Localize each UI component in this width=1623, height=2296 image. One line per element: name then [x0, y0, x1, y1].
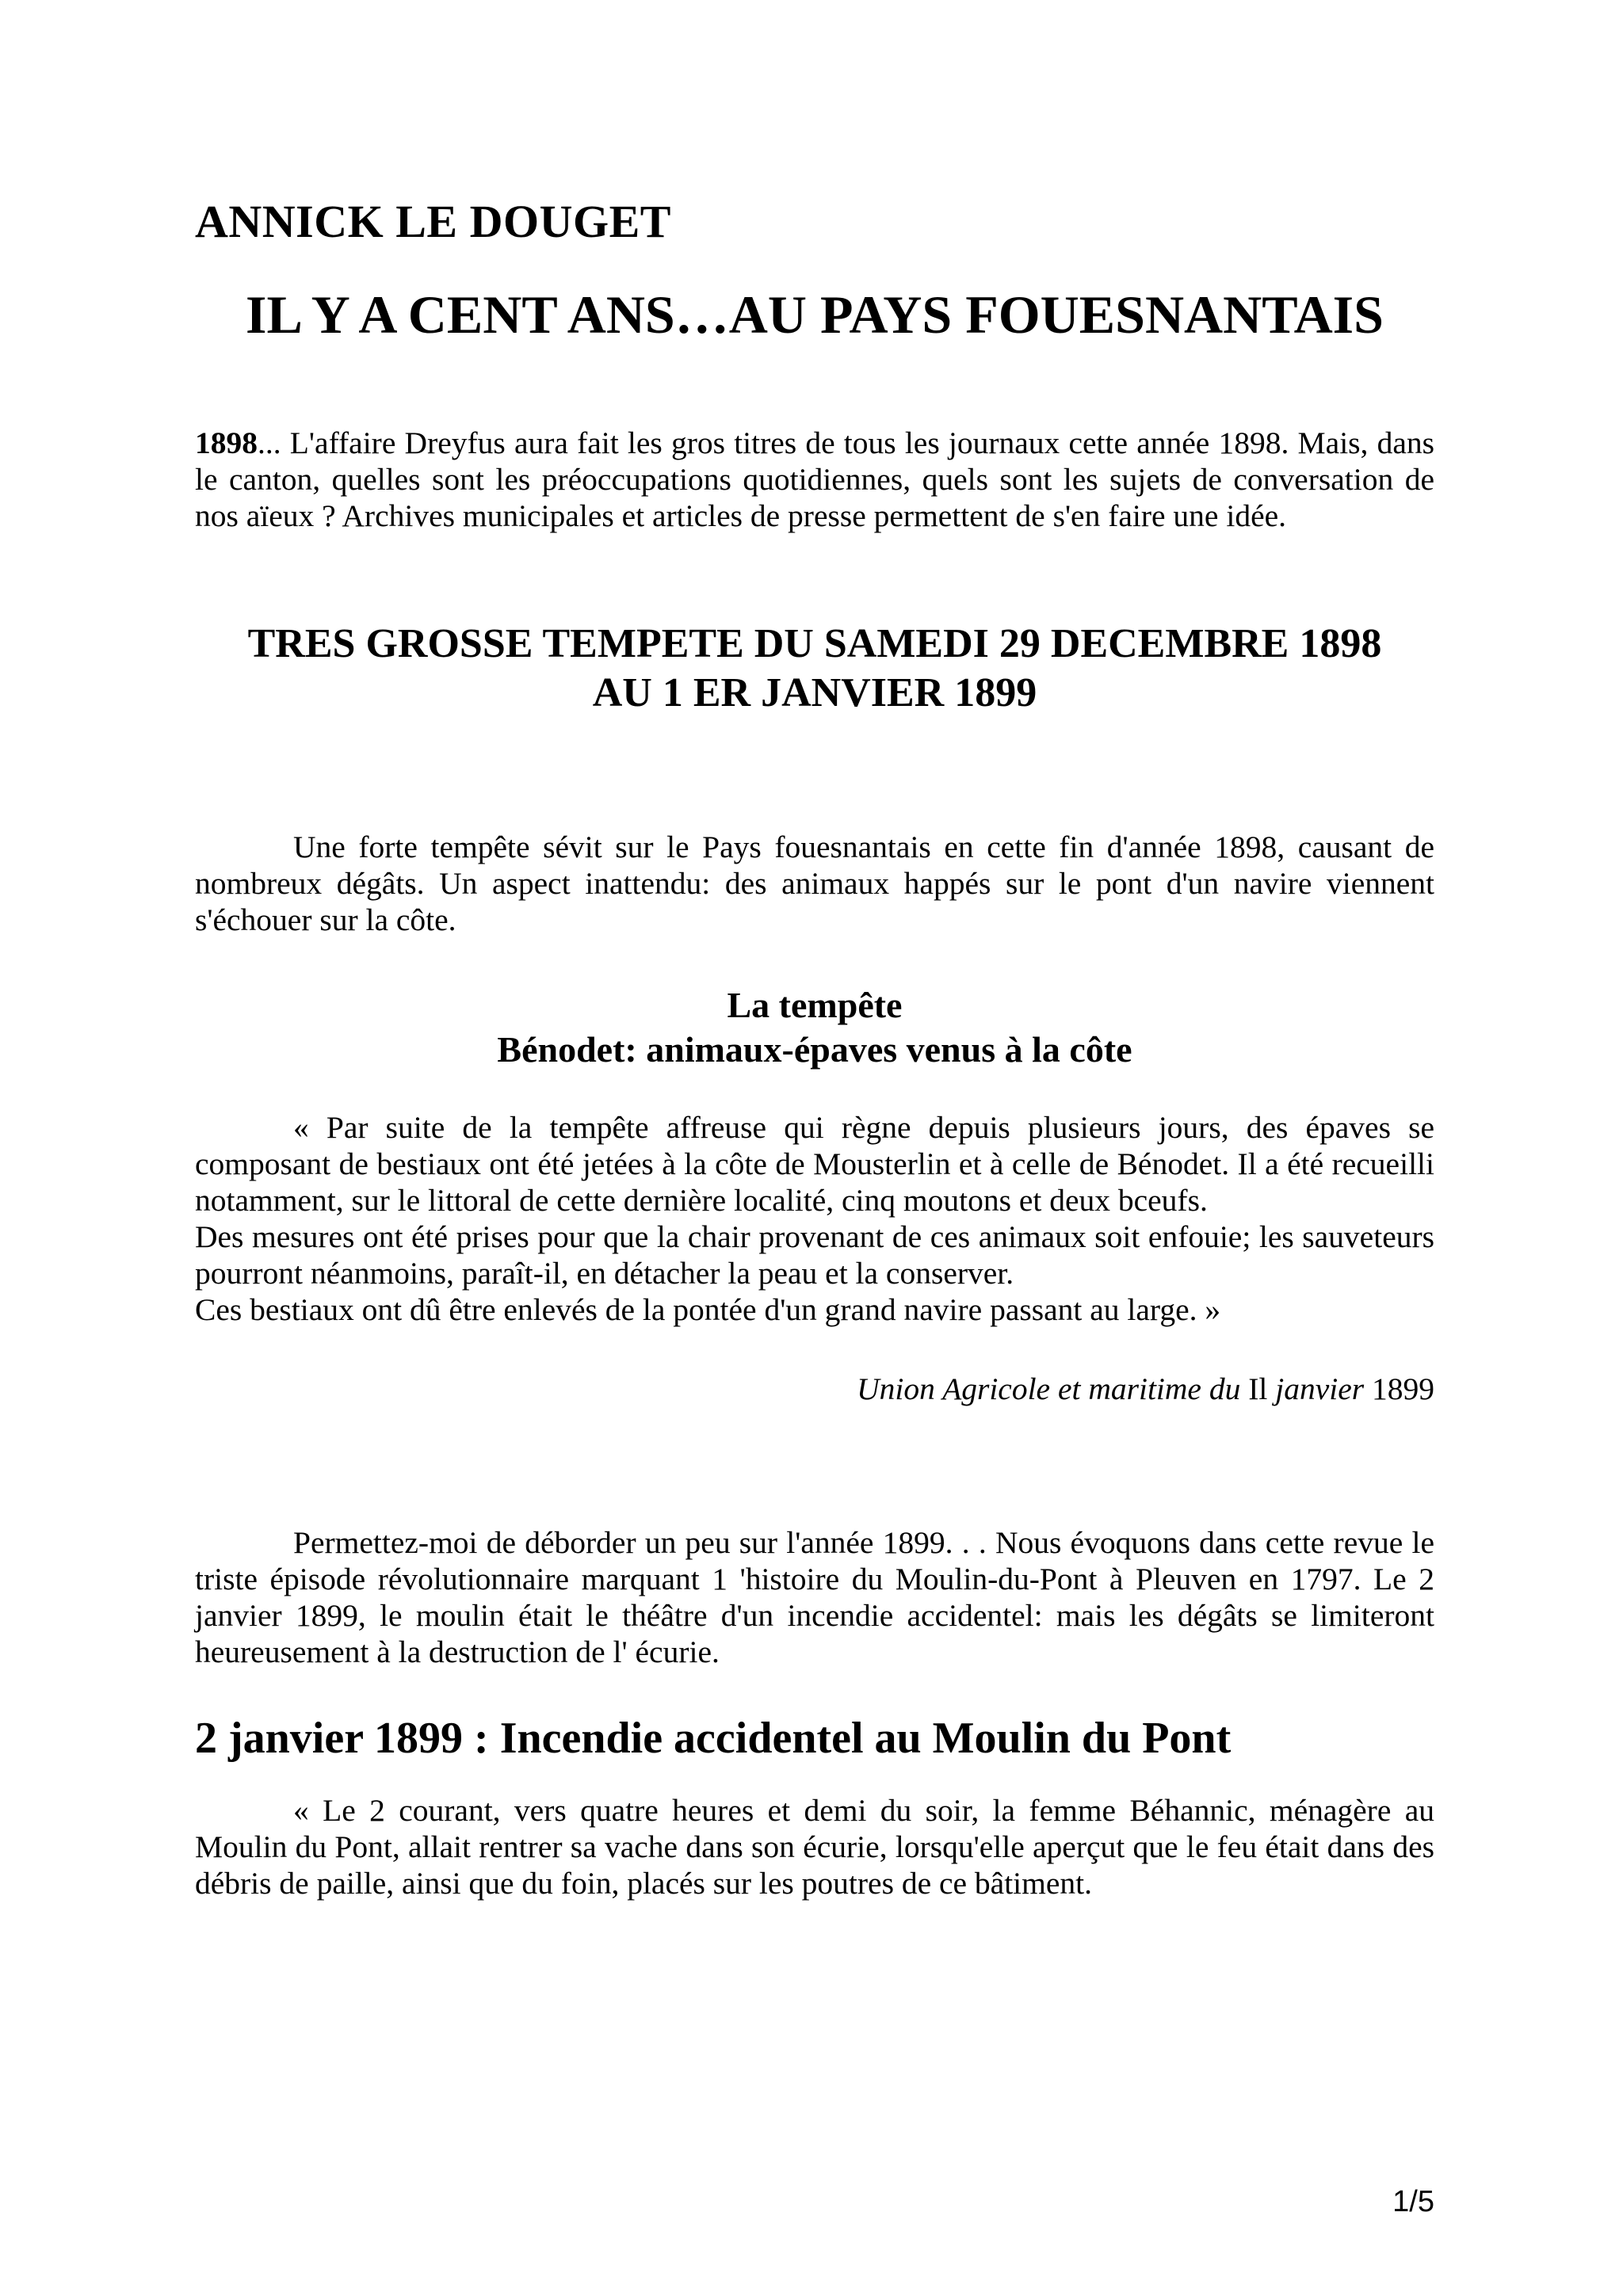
page-title: IL Y A CENT ANS…AU PAYS FOUESNANTAIS	[246, 284, 1384, 345]
fire-quote-paragraph: « Le 2 courant, vers quatre heures et demi du soir, la femme Béhannic, ménagère au Moulin du Pont, allait rentrer sa vache dans son écurie, lorsqu'elle aperçut que le feu était dans des débris de paille, ainsi que du foin, placés sur les poutres de ce bâtiment.	[195, 1793, 1434, 1901]
storm-quote-paragraph-1: « Par suite de la tempête affreuse qui règne depuis plusieurs jours, des épaves se composant de bestiaux ont été jetées à la côte de Mousterlin et à celle de Bénodet. Il a été recueilli notamment, sur le littoral de cette dernière localité, cinq moutons et deux bceufs.	[195, 1110, 1434, 1218]
storm-title-line-2: AU 1 ER JANVIER 1899	[592, 670, 1037, 715]
page-number: 1/5	[1392, 2185, 1434, 2218]
source-month: janvier	[1275, 1371, 1365, 1406]
storm-title-line-1: TRES GROSSE TEMPETE DU SAMEDI 29 DECEMBRE 1898	[247, 621, 1382, 666]
storm-quote-paragraph-3: Ces bestiaux ont dû être enlevés de la pontée d'un grand navire passant au large. »	[195, 1292, 1221, 1327]
intro-paragraph	[195, 425, 1434, 534]
author-name: ANNICK LE DOUGET	[195, 196, 671, 247]
storm-intro-paragraph: Une forte tempête sévit sur le Pays fouesnantais en cette fin d'année 1898, causant de nombreux dégâts. Un aspect inattendu: des animaux happés sur le pont d'un navire viennent s'échouer sur la côte.	[195, 830, 1434, 937]
intro-text: ... L'affaire Dreyfus aura fait les gros titres de tous les journaux cette année 1898. Mais, dans le canton, quelles sont les préoccupations quotidiennes, quels sont les sujets de conversation de nos aïeux ? Archives municipales et articles de presse permettent de s'en faire une idée.	[195, 425, 1434, 533]
storm-quote-paragraph-2: Des mesures ont été prises pour que la chair provenant de ces animaux soit enfouie; les sauveteurs pourront néanmoins, paraît-il, en détacher la peau et la conserver.	[195, 1219, 1434, 1291]
storm-subtitle-line-1: La tempête	[727, 985, 903, 1025]
source-year: 1899	[1372, 1371, 1434, 1406]
quote-source	[195, 1371, 1434, 1407]
storm-section-title	[195, 620, 1434, 718]
storm-quote	[195, 1109, 1434, 1328]
intro-year: 1898	[195, 425, 258, 460]
storm-subtitle-line-2: Bénodet: animaux-épaves venus à la côte	[497, 1029, 1132, 1070]
storm-subtitle	[195, 983, 1434, 1072]
moulin-intro-paragraph: Permettez-moi de déborder un peu sur l'année 1899. . . Nous évoquons dans cette revue le triste épisode révolutionnaire marquant 1 'histoire du Moulin-du-Pont à Pleuven en 1797. Le 2 janvier 1899, le moulin était le théâtre d'un incendie accidentel: mais les dégâts se limiteront heureusement à la destruction de l' écurie.	[195, 1525, 1434, 1669]
source-day: Il	[1248, 1371, 1268, 1406]
source-journal: Union Agricole et maritime du	[857, 1371, 1241, 1406]
fire-section-title: 2 janvier 1899 : Incendie accidentel au Moulin du Pont	[195, 1714, 1232, 1763]
